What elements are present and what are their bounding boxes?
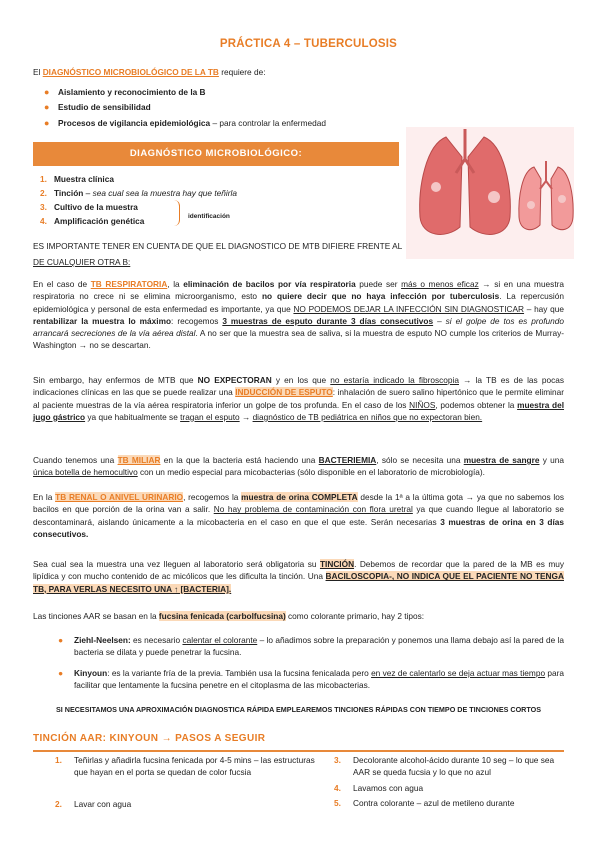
requirement-item: [44, 117, 398, 129]
step-number: 4.: [334, 783, 341, 793]
p4-underline: No hay problema de contaminación con flora uretral: [213, 504, 413, 515]
step-text: Decolorante alcohol-ácido durante 10 seg – lo que sea AAR se queda fucsia y lo que no azul: [353, 755, 555, 778]
step-number: 1.: [55, 755, 62, 765]
bullet-icon: ●: [44, 118, 50, 128]
p1-text: → si en una muestra respiratoria no crece ni se elimina microorganismo, esto: [33, 279, 565, 302]
bullet-icon: ●: [44, 87, 50, 97]
p5-text: . Debemos de recordar que la pared de la MB es muy lipídica y con mucho contenido de ac micólicos que les dificulta la tinción. Una: [33, 559, 564, 582]
p3-bold: muestra de sangre: [463, 455, 540, 465]
requirement-label: Estudio de sensibilidad: [58, 102, 151, 112]
intro-suffix: requiere de:: [218, 67, 266, 77]
p3-text: y una: [539, 455, 564, 465]
p2-text: Sin embargo, hay enfermos de MTB que: [33, 375, 198, 385]
intro-link: DIAGNÓSTICO MICROBIOLÓGICO DE LA TB: [42, 67, 219, 77]
p2-underline: tragan el esputo: [180, 411, 240, 422]
tb-respiratoria: TB RESPIRATORIA: [90, 279, 168, 289]
stain-underline: calentar el colorante: [182, 635, 258, 645]
p2-bold: muestra del jugo gástrico: [33, 399, 565, 422]
stain-item: [58, 667, 564, 692]
intro-line: [33, 66, 413, 78]
kinyoun-step: [334, 782, 564, 794]
intro-prefix: El: [33, 67, 43, 77]
page-title: PRÁCTICA 4 – TUBERCULOSIS: [219, 38, 397, 50]
kinyoun-step: [55, 798, 319, 810]
p1-text: –: [433, 315, 446, 326]
p2-text: : inhalación de suero salino hipertónico que le permite eliminar al paciente muestras de la vía aérea respiratoria inferior un golpe de tos profunda. En el caso de los: [33, 387, 564, 410]
p2-underline: NIÑOS: [409, 399, 436, 410]
section-heading: [33, 732, 564, 752]
step-number: 1.: [40, 174, 47, 184]
p5-text: Sea cual sea la muestra una vez lleguen al laboratorio será obligatoria su: [33, 559, 320, 569]
p1-bold: eliminación de bacilos por vía respiratoria: [183, 279, 356, 289]
p1-text: , la: [167, 279, 184, 289]
p2-underline: diagnóstico de TB pediátrica en niños que no expectoran bien.: [252, 411, 483, 422]
step-text: Lavar con agua: [74, 799, 132, 809]
p1-text: – hay que: [524, 303, 564, 314]
p1-bold: no quiere decir que no haya infección por tuberculosis: [261, 291, 500, 302]
step-number: 4.: [40, 216, 47, 226]
step-label: Cultivo de la muestra: [54, 202, 138, 212]
p6-bold: fucsina fenicada (carbolfucsina): [158, 611, 286, 621]
paragraph-miliar: [33, 454, 564, 479]
p1-text: . A no ser que la muestra sea de saliva, si la muestra de esputo NO cumple los criterios de Murray-Washington → no se descartan.: [33, 328, 564, 351]
kinyoun-step: [334, 754, 564, 779]
step-text: Teñirlas y añadirla fucsina fenicada por 4-5 mins – las estructuras que hayan en el porta se quedan de color fucsia: [74, 755, 315, 778]
stain-text: : es la variante fría de la previa. También usa la fucsina fenicalada pero: [107, 668, 372, 678]
p2-text: →: [239, 411, 253, 422]
p1-text: puede ser: [355, 279, 402, 289]
step-number: 2.: [55, 799, 62, 809]
bullet-icon: ●: [58, 635, 64, 645]
p3-text: en la que la bacteria está haciendo una: [160, 455, 319, 465]
paragraph-respiratory: [33, 278, 564, 352]
p1-italic: si el golpe de tos es profundo arrancará secreciones de la vía aérea distal: [33, 315, 564, 339]
p4-bold: muestra de orina COMPLETA: [241, 492, 358, 502]
p1-underline: NO PODEMOS DEJAR LA INFECCIÓN SIN DIAGNOSTICAR: [293, 303, 525, 314]
p5-bold: BACILOSCOPIA-, NO INDICA QUE EL PACIENTE NO TENGA TB, PARA VERLAS NECESITO UNA ↑ [BACTERIA].: [33, 571, 564, 594]
p2-bold: NO EXPECTORAN: [197, 375, 272, 385]
section-banner: DIAGNÓSTICO MICROBIOLÓGICO:: [33, 142, 399, 166]
step-number: 3.: [40, 202, 47, 212]
lungs-illustration-icon: [406, 127, 574, 259]
p4-text: , recogemos la: [183, 492, 242, 502]
stain-text: para facilitar que lentamente la fucsina penetre en el citoplasma de las micobacterias.: [74, 668, 564, 691]
p2-underline: no estaría indicado la fibroscopia: [330, 375, 459, 385]
stain-label: Kinyoun: [74, 668, 108, 678]
p2-text: ya que habitualmente se: [85, 411, 181, 422]
p2-text: → la TB es de las pocas indicaciones clínicas en las que se puede realizar una: [33, 375, 564, 398]
step-label: Muestra clínica: [54, 174, 114, 184]
step-label: Tinción: [54, 188, 84, 198]
p6-text: Las tinciones AAR se basan en la: [33, 611, 159, 621]
bullet-icon: ●: [44, 102, 50, 112]
p3-text: con un medio especial para micobacterias (sólo disponible en el laboratorio de microbiología).: [137, 467, 485, 478]
p4-bold: 3 muestras de orina en 3 días consecutivos.: [33, 516, 564, 539]
p2-text: , podemos obtener la: [435, 399, 518, 410]
step-text: Contra colorante – azul de metileno durante: [353, 798, 515, 808]
step-label: Amplificación genética: [54, 216, 145, 226]
p4-text: desde la 1ª a la última gota → ya que no sabemos los bacilos en que porción de la orina van a salir.: [33, 492, 564, 515]
step-rest: – sea cual sea la muestra hay que teñirla: [83, 188, 237, 198]
stain-text: es necesario: [130, 635, 183, 645]
section-heading-text: TINCIÓN AAR: KINYOUN → PASOS A SEGUIR: [33, 733, 266, 744]
step-text: Lavamos con agua: [353, 783, 424, 793]
stain-item: [58, 634, 564, 659]
p4-text: En la: [33, 492, 56, 502]
requirement-rest: – para controlar la enfermedad: [210, 118, 326, 128]
step-number: 3.: [334, 755, 341, 765]
p5-bold: TINCIÓN: [319, 559, 355, 569]
step-number: 5.: [334, 798, 341, 808]
p1-bold: rentabilizar la muestra lo máximo: [33, 315, 172, 326]
paragraph-tincion: [33, 558, 564, 595]
p2-text: y en los que: [271, 375, 331, 385]
p3-text: , sólo se necesita una: [376, 455, 464, 465]
paragraph-no-expectoran: [33, 374, 564, 423]
rapid-note: SI NECESITAMOS UNA APROXIMACIÓN DIAGNOSTICA RÁPIDA EMPLEAREMOS TINCIONES RÁPIDAS CON TIEMPO DE TINCIONES CORTOS: [55, 705, 542, 714]
p1-underline: más o menos eficaz: [401, 279, 479, 289]
requirement-item: [44, 101, 398, 113]
brace-icon: [173, 200, 180, 226]
requirement-label: Aislamiento y reconocimiento de la B: [58, 87, 206, 97]
requirement-item: [44, 86, 398, 98]
p1-text: . La repercusión epidemiológica y personal de esta enfermedad es importante, ya que: [33, 291, 564, 314]
p6-text: como colorante primario, hay 2 tipos:: [285, 611, 425, 621]
step-item: [40, 173, 354, 185]
kinyoun-step: [334, 797, 564, 809]
p3-bold: BACTERIEMIA: [318, 455, 377, 465]
notice-line-2: DE CUALQUIER OTRA B:: [33, 257, 131, 267]
notice-line-1: ES IMPORTANTE TENER EN CUENTA DE QUE EL DIAGNOSTICO DE MTB DIFIERE FRENTE AL: [33, 241, 403, 251]
p4-text: ya que cuando llegue al laboratorio se descontaminará, aislando únicamente a la micobacteria en el caso en que el que este. Serán necesarias: [33, 504, 564, 527]
identification-label: identificación: [188, 213, 230, 220]
stain-text: – lo añadimos sobre la preparación y ponemos una llama debajo así la pared de la bacteria se dilata y puede penetrar la fucsina.: [74, 635, 564, 658]
kinyoun-step: [55, 754, 319, 779]
step-item: [40, 187, 354, 199]
p1-bold: 3 muestras de esputo durante 3 días consecutivos: [222, 315, 434, 326]
p3-text: Cuando tenemos una: [33, 455, 118, 465]
tb-miliar: TB MILIAR: [117, 455, 161, 465]
p3-underline: única botella de hemocultivo: [33, 467, 138, 478]
p1-text: : recogemos: [171, 315, 223, 326]
stain-label: Ziehl-Neelsen:: [74, 635, 131, 645]
paragraph-renal: [33, 491, 564, 540]
requirement-label: Procesos de vigilancia epidemiológica: [58, 118, 211, 128]
bullet-icon: ●: [58, 668, 64, 678]
step-number: 2.: [40, 188, 47, 198]
p1-text: En el caso de: [33, 279, 91, 289]
stain-underline: en vez de calentarlo se deja actuar mas tiempo: [371, 668, 546, 678]
paragraph-aar: [33, 610, 564, 622]
tb-renal: TB RENAL O ANIVEL URINARIO: [55, 492, 184, 502]
induccion-esputo: INDUCCIÓN DE ESPUTO: [235, 387, 333, 398]
